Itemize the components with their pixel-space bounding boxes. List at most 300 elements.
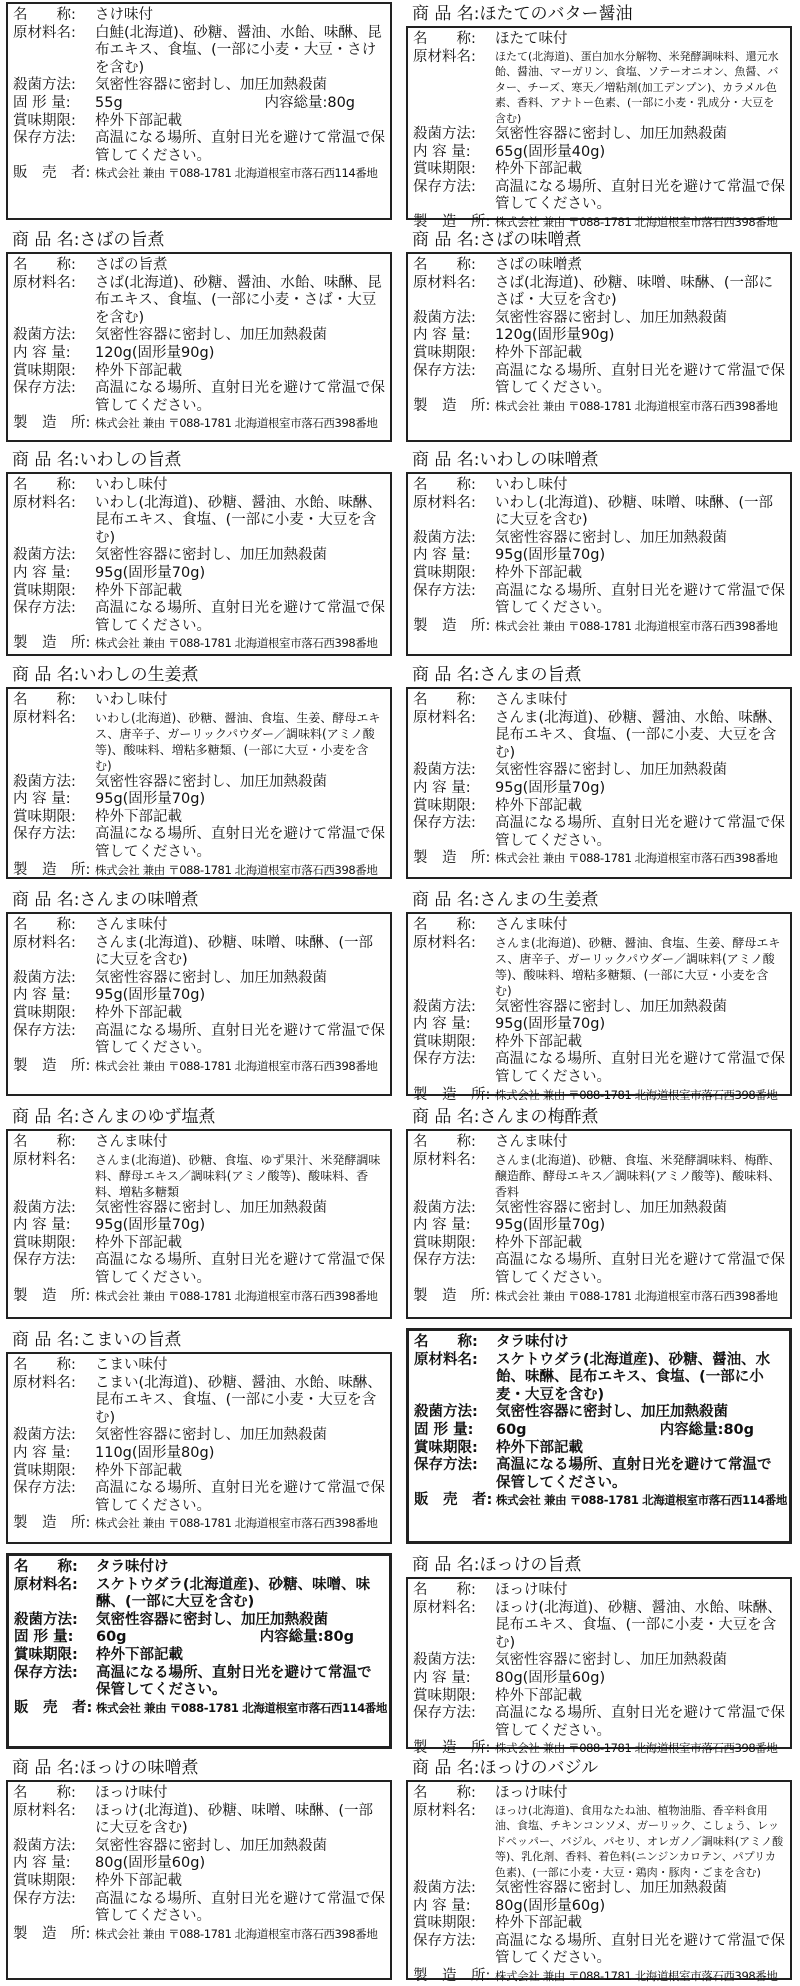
field-value: ほたて(北海道)、蛋白加水分解物、米発酵調味料、還元水飴、醤油、マーガリン、食塩、ソテーオニオン、魚醤、バター、チーズ、寒天／増粘剤(加工デンプン)、カラメル色素、香料、アナトー色素、(一部に小麦・乳成分・大豆を含む) — [495, 49, 779, 125]
field-label: 保存方法: — [413, 178, 476, 195]
label-row — [413, 762, 785, 780]
label-row — [413, 1600, 785, 1653]
field-label: 固 形 量: — [13, 94, 71, 111]
field-value: 枠外下部記載 — [95, 112, 182, 129]
field-label: 賞味期限: — [413, 564, 476, 581]
label-row — [413, 935, 785, 999]
label-row — [413, 144, 785, 162]
field-label: 名 称: — [413, 31, 476, 47]
label-box — [406, 252, 792, 442]
field-value: 株式会社 兼由 〒088-1781 北海道根室市落石西114番地 — [496, 1493, 787, 1508]
field-label: 内 容 量: — [413, 1217, 471, 1234]
product-label — [400, 1103, 798, 1321]
product-label — [400, 1754, 798, 1985]
field-value: 気密性容器に密封し、加圧加熱殺菌 — [95, 1837, 327, 1854]
solid-weight: 60g — [496, 1421, 527, 1438]
product-name: 商 品 名:さばの旨煮 — [12, 230, 165, 250]
field-value: 気密性容器に密封し、加圧加熱殺菌 — [495, 1652, 727, 1669]
field-value: いわし(北海道)、砂糖、味噌、味醂、(一部に大豆を含む) — [495, 494, 773, 529]
field-label: 殺菌方法: — [13, 1837, 76, 1854]
field-label: 内 容 量: — [13, 987, 71, 1004]
label-row — [413, 999, 785, 1017]
label-box — [406, 1328, 792, 1544]
product-name: 商 品 名:いわしの生姜煮 — [12, 665, 199, 685]
field-label: 固 形 量: — [14, 1629, 74, 1646]
field-value: 高温になる場所、直射日光を避けて常温で保管してください。 — [495, 582, 785, 617]
label-row — [13, 1058, 385, 1076]
label-row — [13, 1152, 385, 1200]
field-value: 気密性容器に密封し、加圧加熱殺菌 — [495, 1880, 727, 1897]
label-row — [13, 1252, 385, 1287]
label-row — [413, 161, 785, 179]
field-value: 気密性容器に密封し、加圧加熱殺菌 — [95, 77, 327, 94]
field-value: さんま味付 — [495, 917, 568, 933]
field-value: 枠外下部記載 — [95, 362, 182, 379]
product-label — [0, 886, 398, 1098]
field-label: 原材料名: — [413, 709, 476, 726]
field-label: 製 造 所: — [413, 617, 491, 634]
field-value: スケトウダラ(北海道産)、砂糖、味噌、味醂、(一部に大豆を含む) — [96, 1576, 371, 1611]
label-box — [6, 1553, 392, 1749]
field-label: 製 造 所: — [13, 861, 91, 878]
label-row — [13, 935, 385, 970]
field-value: 気密性容器に密封し、加圧加熱殺菌 — [95, 1427, 327, 1444]
product-label — [400, 446, 798, 658]
product-name: 商 品 名:さんまのゆず塩煮 — [12, 1107, 216, 1127]
label-row — [13, 345, 385, 363]
label-row — [13, 1235, 385, 1253]
field-value: 株式会社 兼由 〒088-1781 北海道根室市落石西398番地 — [95, 862, 378, 877]
label-row — [13, 1515, 385, 1533]
field-value: さんま(北海道)、砂糖、食塩、米発酵調味料、梅酢、醸造酢、酵母エキス／調味料(アミノ酸等)、酸味料、香料 — [495, 1152, 781, 1199]
field-label: 原材料名: — [13, 274, 76, 291]
label-row — [413, 618, 785, 636]
field-value: いわし味付 — [495, 477, 568, 493]
product-label — [0, 446, 398, 658]
field-value: 株式会社 兼由 〒088-1781 北海道根室市落石西398番地 — [495, 1288, 778, 1303]
field-label: 名 称: — [13, 257, 76, 273]
label-box — [6, 912, 392, 1096]
field-label: 原材料名: — [13, 709, 76, 726]
product-label — [0, 1103, 398, 1321]
field-value: 枠外下部記載 — [96, 1646, 183, 1663]
field-label: 内 容 量: — [413, 1669, 471, 1686]
label-row — [14, 1699, 387, 1718]
field-label: 殺菌方法: — [413, 762, 476, 779]
label-row — [413, 1087, 785, 1105]
field-label: 賞味期限: — [414, 1439, 478, 1456]
field-value: 高温になる場所、直射日光を避けて常温で保管してください。 — [495, 1252, 785, 1286]
field-label: 製 造 所: — [13, 1287, 91, 1304]
field-value: ほっけ(北海道)、砂糖、味噌、味醂、(一部に大豆を含む) — [95, 1802, 373, 1837]
field-label: 名 称: — [13, 1357, 76, 1373]
field-label: 名 称: — [13, 917, 76, 933]
label-row — [13, 1785, 385, 1803]
field-value: 枠外下部記載 — [95, 1004, 182, 1021]
field-label: 保存方法: — [413, 1252, 476, 1269]
field-label: 保存方法: — [14, 1664, 78, 1681]
field-value: タラ味付け — [496, 1334, 569, 1350]
field-value: ほっけ味付 — [495, 1582, 568, 1598]
field-label: 保存方法: — [13, 1480, 76, 1497]
label-row — [413, 1803, 785, 1881]
field-label: 原材料名: — [413, 1802, 476, 1819]
label-row — [13, 583, 385, 601]
label-row — [13, 547, 385, 565]
field-value: 株式会社 兼由 〒088-1781 北海道根室市落石西398番地 — [495, 215, 778, 230]
field-value: 気密性容器に密封し、加圧加熱殺菌 — [95, 1199, 327, 1216]
field-value: いわし(北海道)、砂糖、醤油、食塩、生姜、酵母エキス、唐辛子、ガーリックパウダー／調味料(アミノ酸等)、酸味料、増粘多糖類、(一部に大豆・小麦を含む) — [95, 710, 381, 773]
label-row — [14, 1612, 384, 1630]
label-row — [13, 774, 385, 792]
field-label: 製 造 所: — [13, 635, 91, 652]
label-row — [13, 1357, 385, 1375]
label-box — [6, 1352, 392, 1544]
field-value: 枠外下部記載 — [495, 344, 582, 361]
field-value: 気密性容器に密封し、加圧加熱殺菌 — [495, 126, 727, 143]
field-value: 高温になる場所、直射日光を避けて常温で保管してください。 — [495, 1705, 785, 1739]
field-label: 名 称: — [413, 692, 476, 708]
field-value: 120g(固形量90g) — [495, 327, 615, 344]
field-value: 高温になる場所、直射日光を避けて常温で保管してください。 — [495, 815, 785, 849]
field-value: 高温になる場所、直射日光を避けて常温で保管してください。 — [96, 1664, 372, 1699]
field-label: 原材料名: — [413, 1151, 476, 1168]
field-label: 賞味期限: — [413, 344, 476, 361]
label-row — [413, 327, 785, 345]
field-label: 賞味期限: — [13, 362, 76, 379]
field-value: 高温になる場所、直射日光を避けて常温で保管してください。 — [95, 1890, 385, 1925]
field-label: 名 称: — [13, 1134, 76, 1150]
label-row — [13, 363, 385, 381]
label-row — [13, 917, 385, 935]
label-row — [13, 7, 385, 25]
field-value: 高温になる場所、直射日光を避けて常温で保管してください。 — [495, 1932, 785, 1967]
product-label — [400, 1326, 798, 1546]
field-label: 賞味期限: — [13, 1872, 76, 1889]
label-row — [13, 1023, 385, 1058]
field-label: 内 容 量: — [13, 1444, 71, 1461]
label-row — [13, 275, 385, 328]
field-label: 製 造 所: — [413, 214, 491, 231]
field-value: さんま(北海道)、砂糖、醤油、食塩、生姜、酵母エキス、唐辛子、ガーリックパウダー／調味料(アミノ酸等)、酸味料、増粘多糖類、(一部に大豆・小麦を含む) — [495, 935, 781, 998]
field-value: 95g(固形量70g) — [95, 564, 206, 581]
field-value: こまい味付 — [95, 1357, 168, 1373]
label-box — [406, 472, 792, 656]
label-row — [413, 798, 785, 816]
field-label: 製 造 所: — [13, 1515, 91, 1532]
field-label: 固 形 量: — [414, 1421, 474, 1438]
label-row — [413, 1288, 785, 1306]
label-row — [413, 1217, 785, 1235]
product-name: 商 品 名:いわしの旨煮 — [12, 450, 182, 470]
field-value: 株式会社 兼由 〒088-1781 北海道根室市落石西398番地 — [495, 1741, 778, 1756]
field-label: 保存方法: — [413, 582, 476, 599]
field-label: 名 称: — [413, 257, 476, 273]
field-label: 内 容 量: — [413, 1897, 471, 1914]
field-label: 名 称: — [413, 1785, 476, 1801]
label-row — [413, 275, 785, 310]
label-row — [413, 49, 785, 127]
field-label: 原材料名: — [13, 934, 76, 951]
label-row — [413, 1582, 785, 1600]
label-row — [413, 495, 785, 530]
label-row — [413, 126, 785, 144]
field-label: 殺菌方法: — [13, 969, 76, 986]
product-name: 商 品 名:さんまの味噌煮 — [12, 890, 199, 910]
label-row — [13, 477, 385, 495]
field-label: 殺菌方法: — [413, 1880, 476, 1897]
field-value: 株式会社 兼由 〒088-1781 北海道根室市落石西398番地 — [95, 636, 378, 651]
field-value: さんま(北海道)、砂糖、醤油、水飴、味醂、昆布エキス、食塩、(一部に小麦、大豆を含む) — [495, 709, 782, 761]
field-value — [496, 1422, 784, 1440]
field-label: 名 称: — [413, 1134, 476, 1150]
label-row — [13, 1926, 385, 1944]
field-label: 原材料名: — [413, 48, 476, 65]
label-row — [413, 583, 785, 618]
field-value — [96, 1629, 384, 1647]
label-row — [13, 380, 385, 415]
field-label: 殺菌方法: — [413, 1652, 476, 1669]
field-value: 80g(固形量60g) — [495, 1669, 606, 1686]
field-label: 殺菌方法: — [413, 529, 476, 546]
field-label: 製 造 所: — [413, 850, 491, 867]
label-row — [13, 1838, 385, 1856]
field-value: 気密性容器に密封し、加圧加熱殺菌 — [495, 762, 727, 779]
field-value: 120g(固形量90g) — [95, 344, 215, 361]
field-label: 名 称: — [413, 477, 476, 493]
label-row — [414, 1352, 784, 1405]
field-label: 原材料名: — [13, 24, 76, 41]
field-value: 株式会社 兼由 〒088-1781 北海道根室市落石西398番地 — [95, 1516, 378, 1531]
field-label: 内 容 量: — [13, 791, 71, 808]
field-label: 原材料名: — [14, 1576, 78, 1593]
field-value: 白鮭(北海道)、砂糖、醤油、水飴、味醂、昆布エキス、食塩、(一部に小麦・大豆・さけを含む) — [95, 24, 382, 76]
field-label: 殺菌方法: — [13, 1199, 76, 1216]
field-label: 製 造 所: — [413, 1740, 491, 1757]
label-row — [13, 130, 385, 165]
field-value: 気密性容器に密封し、加圧加熱殺菌 — [96, 1611, 328, 1628]
field-label: 名 称: — [414, 1334, 478, 1350]
field-label: 内 容 量: — [13, 344, 71, 361]
field-value: 枠外下部記載 — [495, 1033, 582, 1050]
product-name: 商 品 名:ほっけの味噌煮 — [12, 1758, 199, 1778]
label-row — [13, 1005, 385, 1023]
field-label: 内 容 量: — [413, 547, 471, 564]
field-value: 気密性容器に密封し、加圧加熱殺菌 — [495, 309, 727, 326]
field-value: 95g(固形量70g) — [95, 987, 206, 1004]
label-box — [406, 26, 792, 231]
field-label: 保存方法: — [413, 1932, 476, 1949]
field-value: 気密性容器に密封し、加圧加熱殺菌 — [95, 327, 327, 344]
label-row — [413, 477, 785, 495]
product-label — [0, 661, 398, 881]
label-row — [413, 1688, 785, 1706]
field-value: ほっけ(北海道)、食用なたね油、植物油脂、香辛料食用油、食塩、チキンコンソメ、ガーリック、こしょう、レッドペッパー、バジル、パセリ、オレガノ／調味料(アミノ酸等)、乳化剤、香料、着色料(ニンジンカロテン、パプリカ色素)、(一部に小麦・大豆・鶏肉・豚肉・ごまを含む) — [495, 1803, 784, 1879]
label-row — [13, 1134, 385, 1152]
field-label: 殺菌方法: — [413, 126, 476, 143]
field-value: 株式会社 兼由 〒088-1781 北海道根室市落石西398番地 — [495, 851, 778, 866]
field-label: 保存方法: — [13, 1252, 76, 1269]
field-label: 賞味期限: — [413, 1234, 476, 1251]
field-label: 賞味期限: — [413, 1033, 476, 1050]
field-value: 株式会社 兼由 〒088-1781 北海道根室市落石西398番地 — [95, 1926, 378, 1941]
field-value: 株式会社 兼由 〒088-1781 北海道根室市落石西398番地 — [495, 1087, 778, 1102]
field-label: 原材料名: — [13, 1151, 76, 1168]
product-label — [0, 226, 398, 444]
field-label: 製 造 所: — [413, 1968, 491, 1985]
field-value: 枠外下部記載 — [495, 564, 582, 581]
field-value: さんま(北海道)、砂糖、味噌、味醂、(一部に大豆を含む) — [95, 934, 373, 969]
label-row — [13, 1855, 385, 1873]
label-row — [13, 95, 385, 113]
field-label: 原材料名: — [413, 934, 476, 951]
label-row — [413, 565, 785, 583]
field-value: さんま味付 — [95, 917, 168, 933]
field-label: 殺菌方法: — [14, 1611, 78, 1628]
label-row — [414, 1457, 784, 1492]
field-label: 内 容 量: — [413, 327, 471, 344]
field-label: 名 称: — [14, 1559, 78, 1575]
field-label: 賞味期限: — [413, 161, 476, 178]
label-box — [6, 1129, 392, 1319]
field-label: 内 容 量: — [13, 564, 71, 581]
field-value: 株式会社 兼由 〒088-1781 北海道根室市落石西398番地 — [95, 1058, 378, 1073]
field-value: 気密性容器に密封し、加圧加熱殺菌 — [495, 1199, 727, 1216]
product-name: 商 品 名:ほたてのバター醤油 — [412, 4, 633, 24]
field-label: 保存方法: — [13, 600, 76, 617]
label-row — [13, 1427, 385, 1445]
label-row — [13, 826, 385, 861]
field-label: 名 称: — [13, 692, 76, 708]
field-label: 名 称: — [413, 917, 476, 933]
field-label: 原材料名: — [13, 494, 76, 511]
field-value: さんま味付 — [495, 1134, 568, 1150]
field-value: 65g(固形量40g) — [495, 143, 606, 160]
field-label: 販 売 者: — [14, 1699, 93, 1716]
field-value: 枠外下部記載 — [95, 808, 182, 825]
field-label: 製 造 所: — [413, 1086, 491, 1103]
label-row — [413, 530, 785, 548]
field-label: 内 容 量: — [13, 1855, 71, 1872]
label-row — [13, 987, 385, 1005]
field-label: 保存方法: — [13, 380, 76, 397]
field-label: 原材料名: — [13, 1802, 76, 1819]
field-value: ほっけ味付 — [495, 1785, 568, 1801]
product-label — [0, 0, 398, 222]
field-value: 高温になる場所、直射日光を避けて常温で保管してください。 — [95, 1022, 385, 1057]
label-row — [413, 310, 785, 328]
label-box — [6, 687, 392, 879]
label-box — [406, 912, 792, 1103]
label-row — [413, 31, 785, 49]
product-label — [0, 1326, 398, 1546]
field-label: 内 容 量: — [13, 1217, 71, 1234]
field-label: 賞味期限: — [13, 1004, 76, 1021]
product-label — [400, 886, 798, 1103]
field-value: 95g(固形量70g) — [495, 779, 606, 796]
label-row — [413, 179, 785, 214]
field-value: 95g(固形量70g) — [95, 791, 206, 808]
label-box — [6, 1780, 392, 1980]
label-row — [13, 1217, 385, 1235]
field-label: 保存方法: — [414, 1457, 478, 1474]
label-row — [413, 1652, 785, 1670]
label-box — [406, 1129, 792, 1319]
field-label: 原材料名: — [414, 1351, 478, 1368]
field-value: ほっけ味付 — [95, 1785, 168, 1801]
label-row — [14, 1559, 384, 1577]
field-value: 枠外下部記載 — [495, 797, 582, 814]
field-label: 販 売 者: — [13, 165, 91, 182]
label-row — [413, 1915, 785, 1933]
label-row — [14, 1665, 384, 1700]
total-weight: 内容総量:80g — [659, 1421, 754, 1438]
label-box — [406, 1780, 792, 1985]
field-label: 保存方法: — [13, 1890, 76, 1907]
field-value: 95g(固形量70g) — [95, 1217, 206, 1234]
label-row — [413, 1880, 785, 1898]
field-label: 内 容 量: — [413, 779, 471, 796]
field-value: 高温になる場所、直射日光を避けて常温で保管してください。 — [95, 1480, 385, 1514]
field-value: 高温になる場所、直射日光を避けて常温で保管してください。 — [495, 362, 785, 397]
product-label — [400, 661, 798, 881]
label-row — [13, 1375, 385, 1428]
field-value: 株式会社 兼由 〒088-1781 北海道根室市落石西398番地 — [495, 618, 778, 633]
field-value: 枠外下部記載 — [95, 1872, 182, 1889]
field-value: 枠外下部記載 — [496, 1439, 583, 1456]
field-label: 製 造 所: — [413, 1287, 491, 1304]
field-value: 株式会社 兼由 〒088-1781 北海道根室市落石西398番地 — [495, 1969, 778, 1984]
field-value: 高温になる場所、直射日光を避けて常温で保管してください。 — [95, 826, 385, 860]
label-row — [13, 600, 385, 635]
field-label: 殺菌方法: — [13, 1427, 76, 1444]
label-row — [13, 415, 385, 433]
field-label: 原材料名: — [413, 274, 476, 291]
field-label: 殺菌方法: — [413, 998, 476, 1015]
field-value: スケトウダラ(北海道産)、砂糖、醤油、水飴、味醂、昆布エキス、食塩、(一部に小麦・大豆を含む) — [496, 1351, 771, 1403]
field-label: 保存方法: — [413, 362, 476, 379]
label-row — [13, 970, 385, 988]
field-label: 保存方法: — [13, 130, 76, 147]
label-row — [13, 1873, 385, 1891]
field-value: 高温になる場所、直射日光を避けて常温で保管してください。 — [496, 1457, 772, 1491]
field-value: 株式会社 兼由 〒088-1781 北海道根室市落石西398番地 — [95, 416, 378, 431]
label-row — [413, 1152, 785, 1200]
label-row — [413, 363, 785, 398]
total-weight: 内容総量:80g — [264, 94, 355, 111]
label-row — [413, 1705, 785, 1740]
product-name: 商 品 名:さんまの生姜煮 — [412, 890, 599, 910]
field-label: 保存方法: — [413, 1705, 476, 1722]
field-label: 賞味期限: — [413, 797, 476, 814]
label-row — [13, 495, 385, 548]
field-value: 高温になる場所、直射日光を避けて常温で保管してください。 — [95, 380, 385, 414]
field-value: 95g(固形量70g) — [495, 547, 606, 564]
label-row — [13, 1200, 385, 1218]
product-label — [400, 226, 798, 444]
field-value: 枠外下部記載 — [495, 1687, 582, 1704]
field-label: 保存方法: — [413, 1051, 476, 1068]
label-row — [13, 1445, 385, 1463]
field-label: 製 造 所: — [13, 415, 91, 432]
field-value: 110g(固形量80g) — [95, 1444, 215, 1461]
field-label: 名 称: — [13, 7, 76, 23]
label-row — [13, 77, 385, 95]
label-row — [13, 692, 385, 710]
field-label: 製 造 所: — [13, 1057, 91, 1074]
field-label: 内 容 量: — [413, 143, 471, 160]
label-box — [6, 472, 392, 656]
